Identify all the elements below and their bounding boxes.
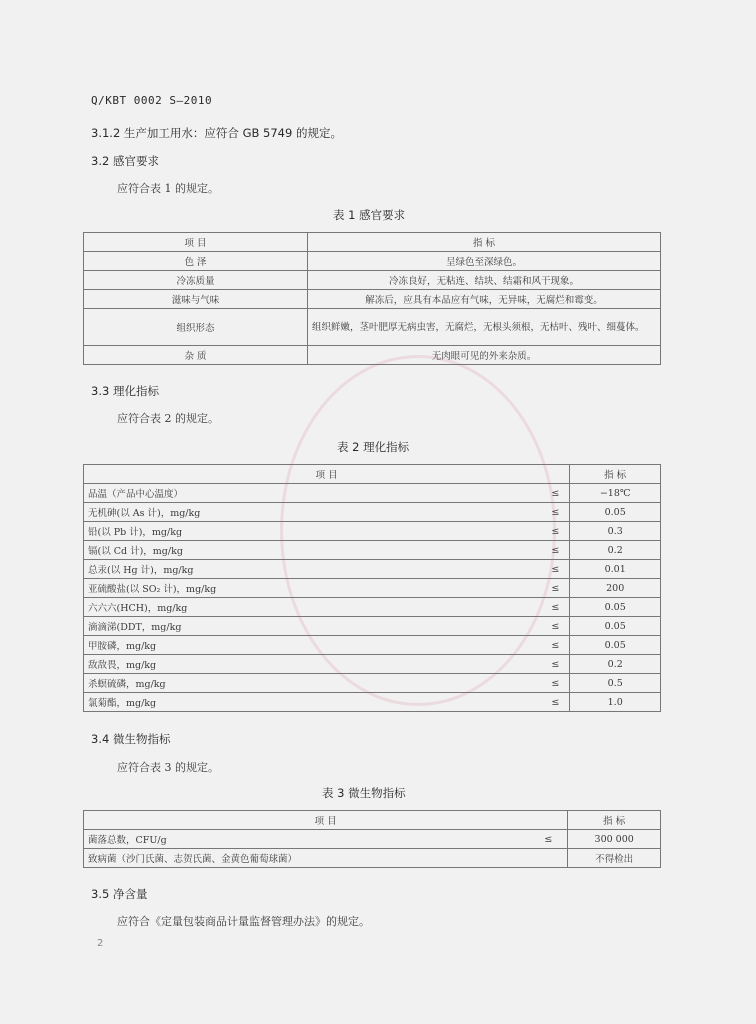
table-header-cell: 指 标 (568, 811, 661, 830)
table-cell: 滋味与气味 (84, 290, 308, 309)
table3-caption: 表 3 微生物指标 (322, 786, 406, 800)
table-cell: ≤ (541, 636, 570, 655)
section-3-4-title: 3.4 微生物指标 (91, 732, 171, 746)
table-cell: ≤ (541, 503, 570, 522)
section-3-2-title: 3.2 感官要求 (91, 154, 159, 168)
table-cell: 200 (570, 579, 661, 598)
table-row (84, 560, 661, 579)
table-cell: −18℃ (570, 484, 661, 503)
section-3-5-title: 3.5 净含量 (91, 887, 148, 901)
table-row (84, 655, 661, 674)
table-cell: 致病菌（沙门氏菌、志贺氏菌、金黄色葡萄球菌） (84, 849, 530, 868)
section-3-3-text: 应符合表 2 的规定。 (117, 412, 219, 425)
table3 (83, 810, 661, 868)
table-cell: ≤ (541, 484, 570, 503)
table-row (84, 636, 661, 655)
table-cell: ≤ (541, 693, 570, 712)
section-3-5-text: 应符合《定量包装商品计量监督管理办法》的规定。 (117, 915, 370, 928)
table-cell: 组织形态 (84, 309, 308, 346)
table-cell: 0.2 (570, 541, 661, 560)
table-cell: 组织鲜嫩，茎叶肥厚无病虫害，无腐烂，无根头须根，无枯叶、残叶、细蔓体。 (308, 309, 661, 346)
table-cell: 镉(以 Cd 计)，mg/kg (84, 541, 542, 560)
table-cell: 0.01 (570, 560, 661, 579)
table-header-cell: 项 目 (84, 465, 570, 484)
table-row (84, 579, 661, 598)
table-cell: 品温（产品中心温度） (84, 484, 542, 503)
table-header-cell: 指 标 (570, 465, 661, 484)
table-cell: 0.5 (570, 674, 661, 693)
table-header-cell: 项 目 (84, 811, 568, 830)
page-number: 2 (97, 938, 104, 949)
section-3-1-2: 3.1.2 生产加工用水：应符合 GB 5749 的规定。 (91, 126, 342, 140)
table-cell: 0.3 (570, 522, 661, 541)
standard-code: Q/KBT 0002 S—2010 (91, 94, 213, 107)
table-cell: ≤ (541, 579, 570, 598)
table-row (84, 290, 661, 309)
table-row (84, 830, 661, 849)
table-cell (529, 849, 568, 868)
table-header-cell: 指 标 (308, 233, 661, 252)
table1-caption: 表 1 感官要求 (333, 208, 406, 222)
table-row (84, 522, 661, 541)
section-3-3-title: 3.3 理化指标 (91, 384, 159, 398)
table-row (84, 674, 661, 693)
table-cell: 冷冻良好，无粘连、结块、结霜和风干现象。 (308, 271, 661, 290)
table-row (84, 252, 661, 271)
table-row (84, 598, 661, 617)
section-3-2-text: 应符合表 1 的规定。 (117, 182, 219, 195)
table-cell: 铅(以 Pb 计)，mg/kg (84, 522, 542, 541)
table-row (84, 693, 661, 712)
table-cell: 无肉眼可见的外来杂质。 (308, 346, 661, 365)
table-row (84, 617, 661, 636)
table-cell: 1.0 (570, 693, 661, 712)
table-cell: 无机砷(以 As 计)，mg/kg (84, 503, 542, 522)
table-cell: 0.2 (570, 655, 661, 674)
table-cell: 0.05 (570, 617, 661, 636)
table-cell: 冷冻质量 (84, 271, 308, 290)
table-cell: 0.05 (570, 636, 661, 655)
table1 (83, 232, 661, 365)
table2-header-row (84, 465, 661, 484)
table-row (84, 541, 661, 560)
table-cell: 菌落总数，CFU/g (84, 830, 530, 849)
table-cell: ≤ (541, 541, 570, 560)
table-row (84, 346, 661, 365)
table-cell: 六六六(HCH)，mg/kg (84, 598, 542, 617)
table-cell: ≤ (541, 522, 570, 541)
table-cell: ≤ (541, 598, 570, 617)
table-cell: ≤ (541, 655, 570, 674)
table-cell: 氯菊酯，mg/kg (84, 693, 542, 712)
table-cell: ≤ (541, 617, 570, 636)
table-row (84, 271, 661, 290)
table-cell: 亚硫酸盐(以 SO₂ 计)，mg/kg (84, 579, 542, 598)
section-3-4-text: 应符合表 3 的规定。 (117, 761, 219, 774)
table-row (84, 309, 661, 346)
table-cell: 杂 质 (84, 346, 308, 365)
table-cell: 呈绿色至深绿色。 (308, 252, 661, 271)
table-cell: 0.05 (570, 598, 661, 617)
table-cell: 不得检出 (568, 849, 661, 868)
table-cell: 甲胺磷，mg/kg (84, 636, 542, 655)
table-cell: 解冻后，应具有本品应有气味，无异味，无腐烂和霉变。 (308, 290, 661, 309)
table-cell: 色 泽 (84, 252, 308, 271)
table-row (84, 849, 661, 868)
table-cell: 敌敌畏，mg/kg (84, 655, 542, 674)
table-header-cell: 项 目 (84, 233, 308, 252)
table-cell: 300 000 (568, 830, 661, 849)
table-cell: ≤ (541, 674, 570, 693)
table-row (84, 503, 661, 522)
table3-header-row (84, 811, 661, 830)
table-cell: 0.05 (570, 503, 661, 522)
table-cell: 滴滴涕(DDT，mg/kg (84, 617, 542, 636)
table-cell: 杀螟硫磷，mg/kg (84, 674, 542, 693)
table-row (84, 484, 661, 503)
table1-header-row (84, 233, 661, 252)
table-cell: 总汞(以 Hg 计)，mg/kg (84, 560, 542, 579)
table2-caption: 表 2 理化指标 (337, 440, 410, 454)
table2 (83, 464, 661, 712)
table-cell: ≤ (529, 830, 568, 849)
table-cell: ≤ (541, 560, 570, 579)
